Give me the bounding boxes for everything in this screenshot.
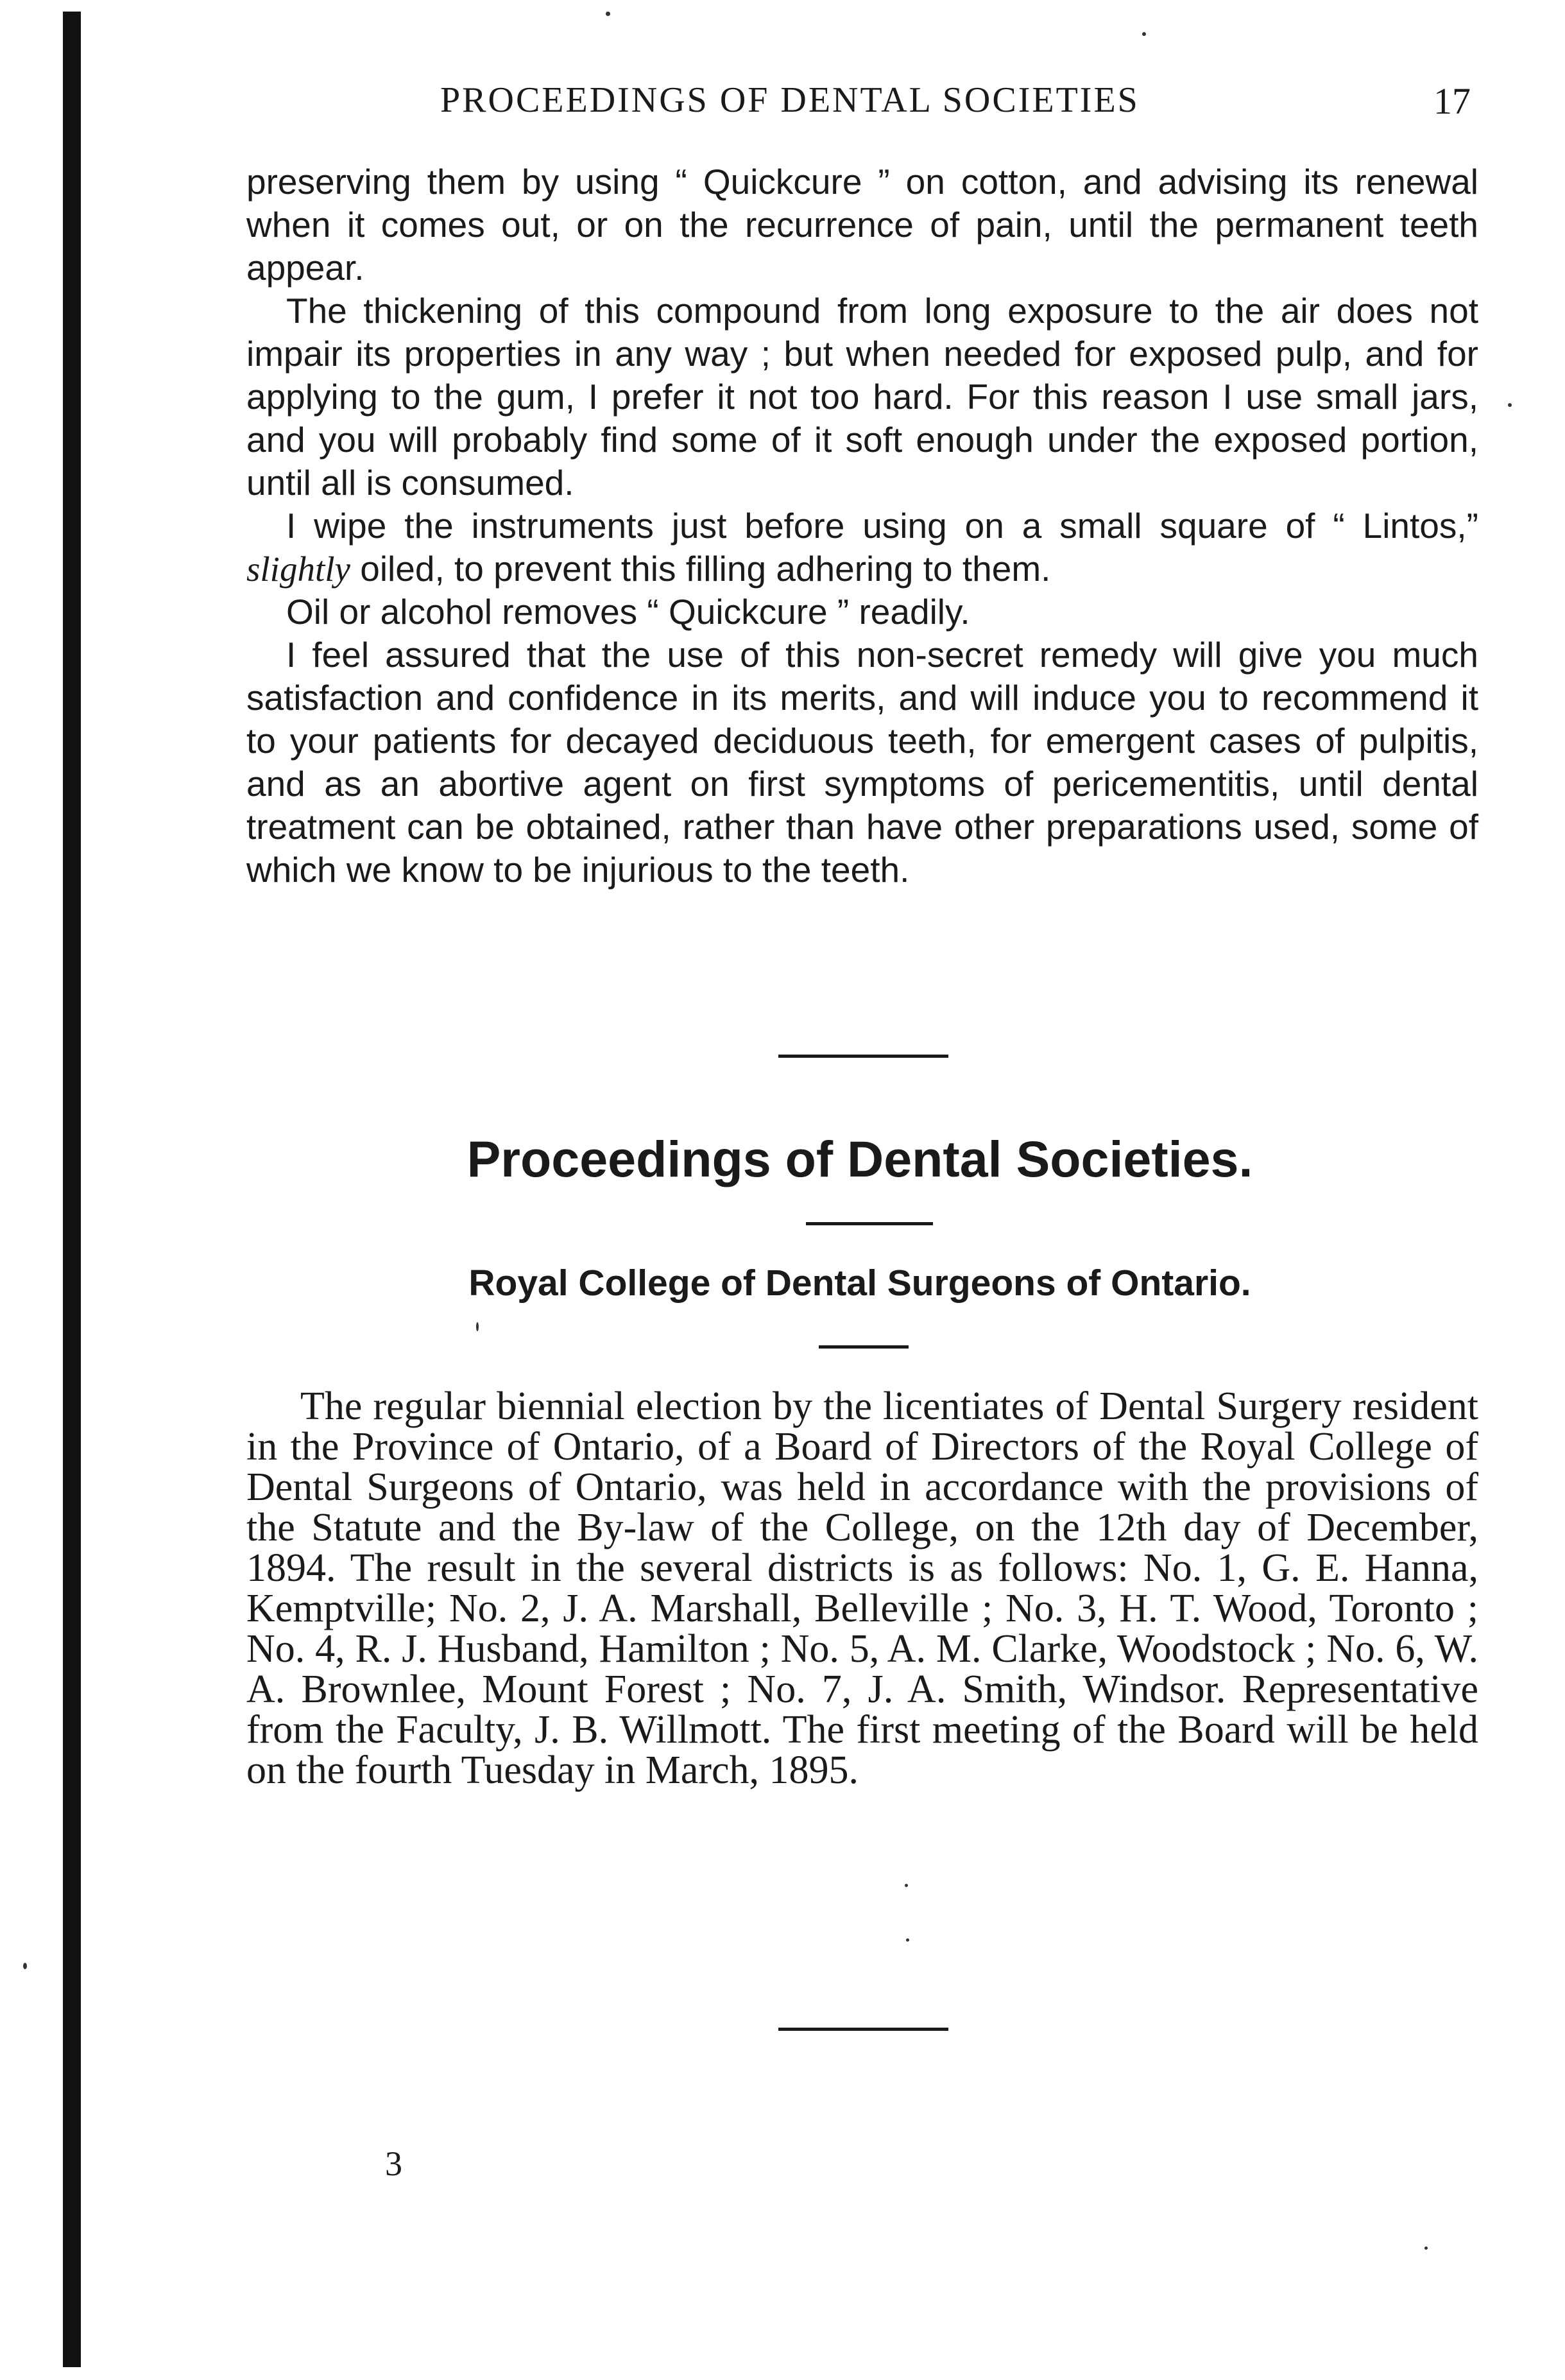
section-body — [246, 1386, 1478, 1791]
title-divider — [806, 1222, 933, 1225]
page-binding-edge — [63, 12, 81, 2367]
paragraph: The thickening of this compound from long exposure to the air does not impair its properties in any way ; but when needed for exposed pulp, and for applying to the gum, I prefer it not too hard. For this reason I use small jars, and you will probably find some of it soft enough under the exposed portion, until all is consumed. — [246, 291, 1478, 503]
print-speck — [1142, 32, 1146, 36]
italic-word: slightly — [246, 549, 350, 589]
paragraph: The regular biennial election by the licentiates of Dental Surgery resident in the Province of Ontario, of a Board of Directors of the Royal College of Dental Surgeons of Ontario, was held in accordance with the provisions of the Statute and the By-law of the College, on the 12th day of December, 1894. The result in the several districts is as follows: No. 1, G. E. Hanna, Kemptville; No. 2, J. A. Marshall, Belleville ; No. 3, H. T. Wood, Toronto ; No. 4, R. J. Husband, Hamilton ; No. 5, A. M. Clarke, Woodstock ; No. 6, W. A. Brownlee, Mount Forest ; No. 7, J. A. Smith, Windsor. Representative from the Faculty, J. B. Willmott. The first meeting of the Board will be held on the fourth Tuesday in March, 1895. — [246, 1384, 1478, 1792]
print-speck — [1424, 2246, 1428, 2250]
subtitle-divider — [819, 1345, 909, 1349]
paragraph-text: oiled, to prevent this filling adhering to them. — [350, 549, 1051, 589]
print-speck — [476, 1322, 479, 1331]
article-continuation — [246, 160, 1478, 892]
print-speck — [23, 1963, 27, 1969]
end-divider — [778, 2028, 948, 2031]
print-speck — [606, 12, 610, 16]
print-speck — [906, 1938, 909, 1942]
page-folio: 17 — [1433, 80, 1471, 122]
paragraph: preserving them by using “ Quickcure ” on cotton, and advising its renewal when it comes out, or on the recurrence of pain, until the permanent teeth appear. — [246, 162, 1478, 288]
paragraph: Oil or alcohol removes “ Quickcure ” readily. — [286, 592, 970, 632]
running-head: PROCEEDINGS OF DENTAL SOCIETIES — [440, 80, 1140, 120]
paragraph — [246, 504, 1478, 591]
paragraph-text: I wipe the instruments just before using on a small square of “ Lintos,” — [286, 506, 1478, 546]
section-subtitle: Royal College of Dental Surgeons of Ontario. — [468, 1263, 1251, 1304]
signature-mark: 3 — [385, 2144, 402, 2183]
paragraph: I feel assured that the use of this non-secret remedy will give you much satisfaction and confidence in its merits, and will induce you to recommend it to your patients for decayed deciduous teeth, for emergent cases of pulpitis, and as an abortive agent on first symptoms of pericementitis, until dental treatment can be obtained, rather than have other preparations used, some of which we know to be injurious to the teeth. — [246, 635, 1478, 890]
print-speck — [1508, 403, 1512, 407]
print-speck — [905, 1884, 908, 1887]
section-divider — [778, 1055, 948, 1058]
section-title: Proceedings of Dental Societies. — [466, 1130, 1253, 1187]
